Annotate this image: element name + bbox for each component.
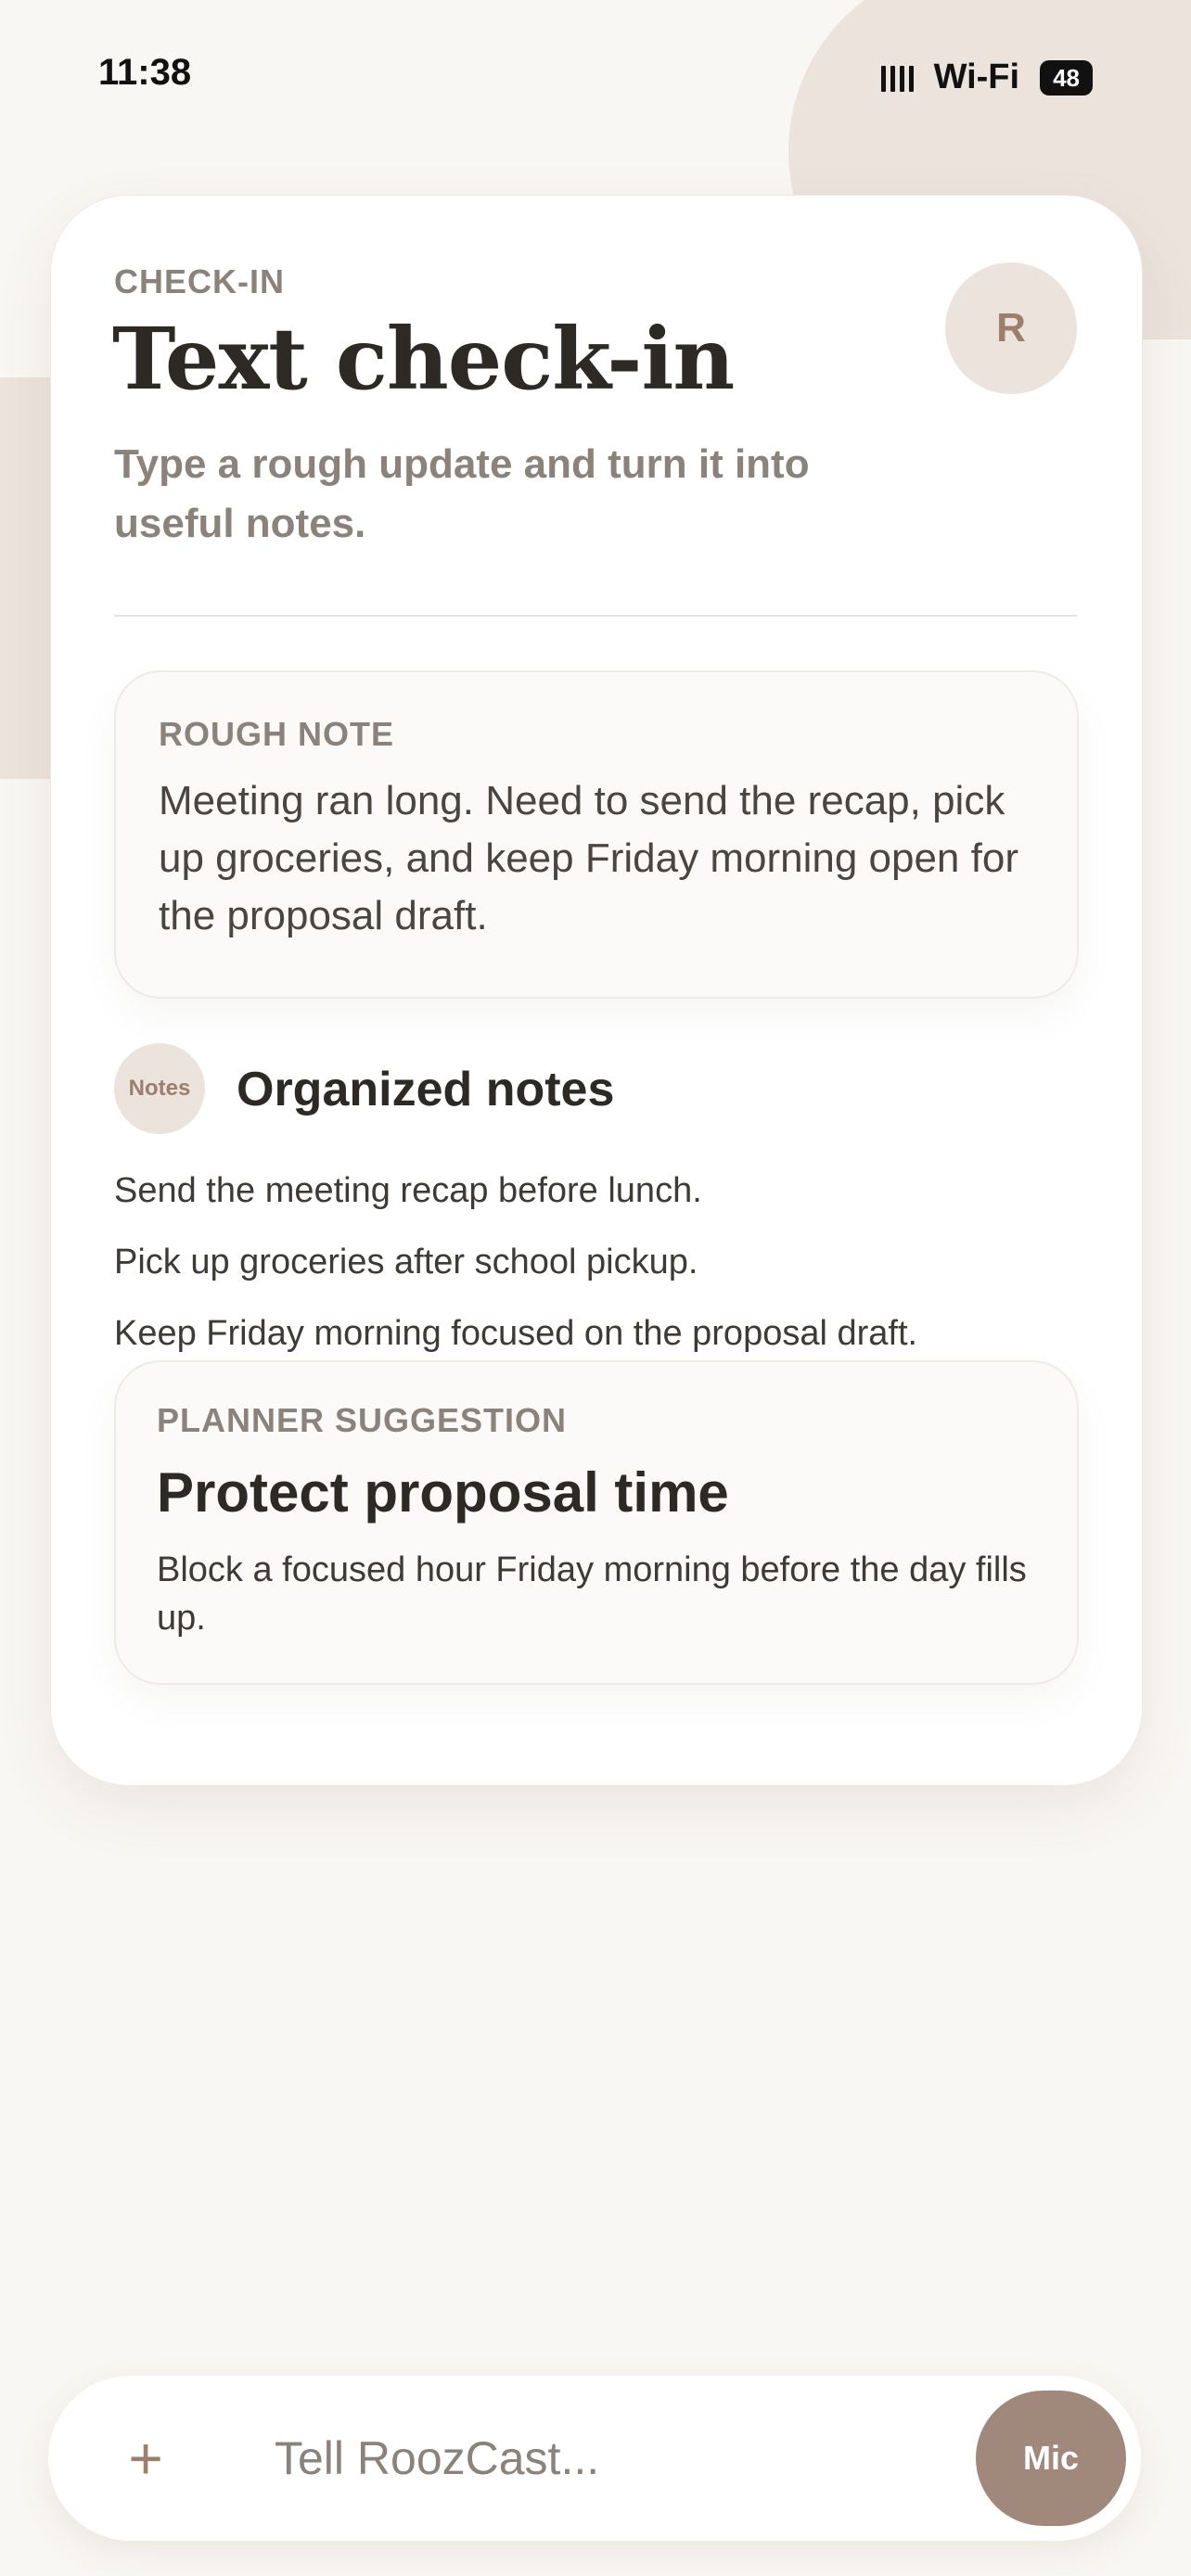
rough-note-label: ROUGH NOTE	[159, 715, 395, 753]
planner-suggestion-body: Block a focused hour Friday morning before the day fills up.	[157, 1550, 1027, 1638]
cellular-signal-icon	[881, 64, 914, 92]
list-item: Pick up groceries after school pickup.	[114, 1243, 698, 1282]
message-input[interactable]	[275, 2424, 980, 2493]
list-item: Keep Friday morning focused on the proposal draft.	[114, 1314, 918, 1353]
status-time: 11:38	[98, 52, 192, 93]
notes-badge: Notes	[114, 1043, 205, 1134]
wifi-label: Wi-Fi	[933, 57, 1020, 96]
mic-button[interactable]: Mic	[976, 2391, 1126, 2526]
planner-suggestion-label: PLANNER SUGGESTION	[157, 1401, 568, 1439]
add-button[interactable]: +	[128, 2425, 163, 2492]
page-eyebrow: CHECK-IN	[114, 262, 285, 300]
organized-notes-list	[114, 1169, 1079, 1384]
avatar[interactable]: R	[945, 262, 1077, 394]
planner-suggestion-title: Protect proposal time	[157, 1461, 729, 1524]
check-in-card	[50, 195, 1143, 1786]
rough-note-card	[114, 670, 1079, 999]
list-item: Send the meeting recap before lunch.	[114, 1171, 702, 1210]
rough-note-text: Meeting ran long. Need to send the recap, pick up groceries, and keep Friday morning open for the proposal draft.	[159, 778, 1018, 938]
background-blob-left	[0, 377, 56, 779]
planner-suggestion-card[interactable]	[114, 1360, 1079, 1685]
divider	[114, 615, 1077, 617]
organized-notes-heading: Organized notes	[237, 1063, 615, 1116]
page-title: Text check-in	[112, 309, 735, 409]
battery-indicator: 48	[1040, 60, 1093, 96]
composer-bar	[48, 2376, 1141, 2541]
status-indicators	[881, 57, 1093, 97]
page-subtitle: Type a rough update and turn it into useful notes.	[114, 441, 810, 546]
